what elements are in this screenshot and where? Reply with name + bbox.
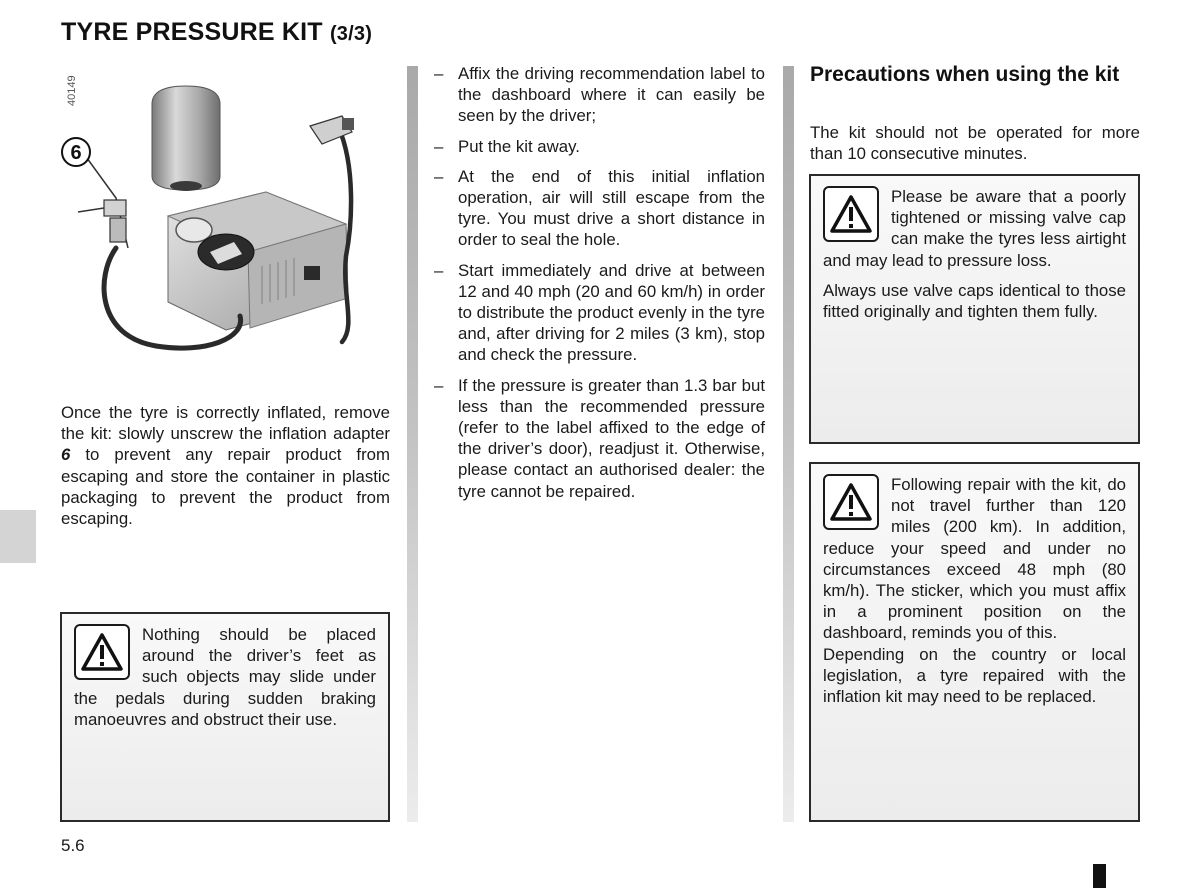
- list-item: [434, 375, 765, 502]
- list-item: [434, 136, 765, 157]
- page-title-part: (3/3): [329, 23, 373, 45]
- edge-marker: [1093, 864, 1106, 888]
- warning-repair-text: Following repair with the kit, do not travel further than 120 miles (200 km). In addition, reduce your speed and under no circumstances exceed 48 mph (80 km/h). The sticker, which you must affix in a prominent position on the dashboard, reminds you of this.: [823, 475, 1126, 643]
- list-dash: –: [434, 64, 444, 83]
- list-item: [434, 63, 765, 127]
- warning-box-valve-cap: [809, 174, 1140, 444]
- list-item-text: If the pressure is greater than 1.3 bar but less than the recommended pressure (refer to the label affixed to the edge of the driver’s door), readjust it. Otherwise, please contact an authorised dealer: the tyre cannot be repaired.: [458, 375, 765, 501]
- warning-triangle-icon: [823, 474, 879, 530]
- list-dash: –: [434, 166, 444, 186]
- section-tab: [0, 510, 36, 563]
- list-item-text: Start immediately and drive at between 12 and 40 mph (20 and 60 km/h) in order to distribute the product evenly in the tyre and, after driving for 2 miles (3 km), stop and check the pressure.: [458, 260, 765, 365]
- tyre-kit-figure: [56, 66, 396, 366]
- precautions-heading: Precautions when using the kit: [810, 63, 1120, 86]
- list-item: [434, 260, 765, 366]
- column-divider-left: [407, 66, 418, 822]
- warning-triangle-icon: [823, 186, 879, 242]
- warning-triangle-icon: [74, 624, 130, 680]
- removal-text-start: Once the tyre is correctly inflated, remove the kit: slowly unscrew the inflation adapter: [61, 403, 390, 444]
- list-dash: –: [434, 260, 444, 280]
- warning-pedals-text: Nothing should be placed around the driver’s feet as such objects may slide under the pedals during sudden braking manoeuvres and obstruct their use.: [74, 625, 376, 729]
- tyre-inflation-kit-illustration-icon: [56, 66, 396, 366]
- adapter-reference: 6: [61, 445, 71, 465]
- procedure-list: [434, 63, 765, 511]
- warning-valve-cap-text: Please be aware that a poorly tightened or missing valve cap can make the tyres less airtight and may lead to pressure loss.: [823, 187, 1126, 270]
- warning-repair-legislation: Depending on the country or local legislation, a tyre repaired with the inflation kit may need to be replaced.: [823, 644, 1126, 707]
- page-title-text: TYRE PRESSURE KIT: [61, 18, 323, 46]
- list-item: [434, 166, 765, 251]
- list-dash: –: [434, 136, 444, 156]
- removal-text-end: to prevent any repair product from escaping and store the container in plastic packaging to prevent the product from escaping.: [61, 445, 390, 529]
- figure-callout: 6: [70, 142, 82, 164]
- removal-paragraph: [61, 402, 390, 529]
- warning-box-pedals: [60, 612, 390, 822]
- list-item-text: Put the kit away.: [458, 136, 580, 156]
- list-item-text: At the end of this initial inflation operation, air will still escape from the tyre. You must drive a short distance in order to seal the hole.: [458, 166, 765, 250]
- warning-box-repair: [809, 462, 1140, 822]
- warning-valve-cap-advice: Always use valve caps identical to those fitted originally and tighten them fully.: [823, 280, 1126, 322]
- page-title: [61, 18, 372, 47]
- page-number: 5.6: [61, 836, 85, 855]
- precautions-intro: The kit should not be operated for more than 10 consecutive minutes.: [810, 123, 1140, 164]
- figure-code: 40149: [66, 75, 78, 106]
- column-divider-right: [783, 66, 794, 822]
- list-item-text: Affix the driving recommendation label to the dashboard where it can easily be seen by the driver;: [458, 64, 765, 126]
- list-dash: –: [434, 375, 444, 395]
